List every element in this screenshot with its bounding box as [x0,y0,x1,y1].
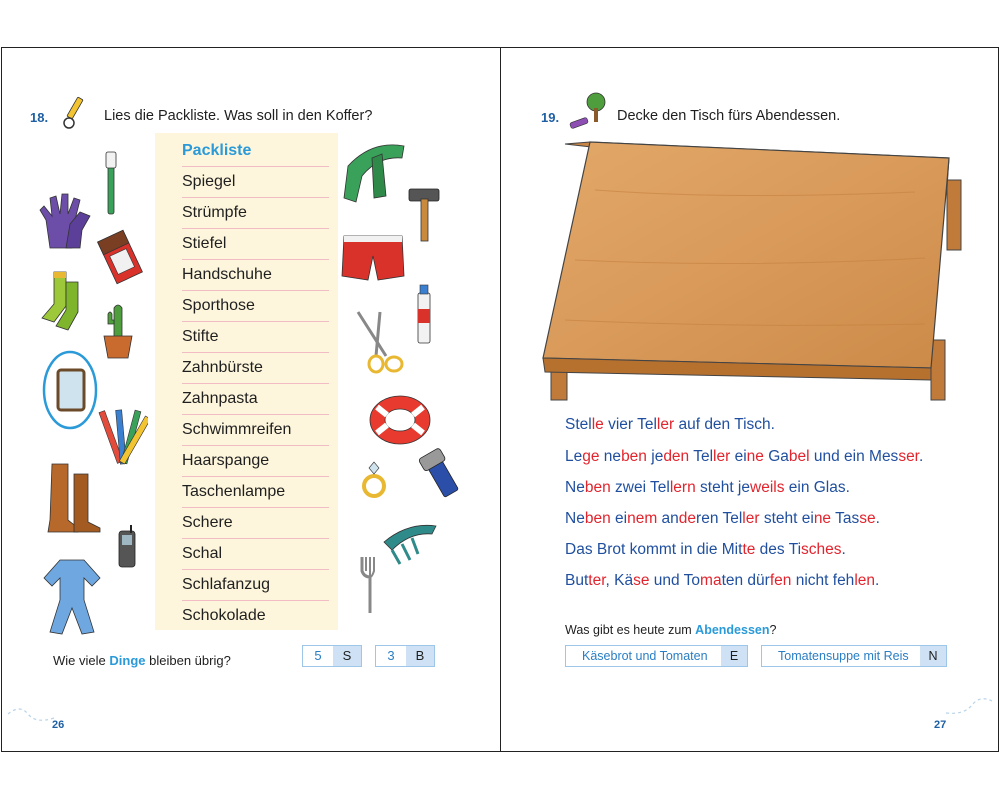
syllable: Ne [565,510,585,527]
syllable: ren [696,510,719,527]
pencil-icon [60,95,90,131]
syllable: Le [565,448,583,465]
syllable: le [591,416,604,433]
syllable: den [663,448,690,465]
question-suffix: bleiben übrig? [149,653,231,668]
option-text: Tomatensuppe mit Reis [762,646,920,666]
syllable: ma [700,572,722,589]
syllable: But [565,572,589,589]
answer-number: 5 [303,646,333,666]
page-number-right: 27 [934,719,947,731]
syllable: ben [621,448,647,465]
question-keyword: Abendessen [695,623,770,637]
syllable: ter [588,572,606,589]
syllable: nem [627,510,658,527]
packlist-item: Strümpfe [182,197,329,229]
answer-letter: B [406,646,434,666]
sentence-4 [565,510,880,528]
packlist-item: Haarspange [182,445,329,477]
pajamas-icon [38,556,108,638]
syllable: se [859,510,876,527]
option-letter: E [721,646,747,666]
syllable: ein Glas. [784,479,850,496]
option-letter: N [920,646,946,666]
syllable: ei [730,448,747,465]
scarf-icon [342,136,412,208]
packlist-item: Schlafanzug [182,569,329,601]
answer-option-kaesebrot[interactable] [565,645,748,667]
sentence-1 [565,416,775,434]
syllable: fen [769,572,792,589]
syllable: steht je [695,479,750,496]
syllable: ne [746,448,764,465]
syllable: Das Brot kommt in die Mit [565,541,743,558]
packlist-item: Stiefel [182,228,329,260]
phone-icon [116,525,138,569]
syllable: an [657,510,679,527]
packlist-item: Zahnbürste [182,352,329,384]
syllable: , Kä [605,572,634,589]
packlist-item: Schwimmreifen [182,414,329,446]
exercise-19-instruction: Decke den Tisch fürs Abendessen. [617,108,841,124]
syllable: Tas [831,510,860,527]
syllable: ne [599,448,622,465]
question-suffix: ? [769,623,777,637]
mirror-icon [40,346,102,432]
sentence-3 [565,479,850,497]
scissors-icon [350,308,408,374]
flashlight-icon [418,446,464,500]
packlist-item: Sporthose [182,290,329,322]
syllable: Ne [565,479,585,496]
syllable: Stel [565,416,592,433]
exercise-18-question [53,653,231,668]
syllable: des Ti [755,541,802,558]
pencil-tree-icon [566,90,610,134]
syllable: ne [813,510,832,527]
sentence-6 [565,572,879,590]
question-prefix: Was gibt es heute zum [565,623,692,637]
exercise-number-18: 18. [30,110,49,125]
packlist-item: Zahnpasta [182,383,329,415]
packlist-card [155,133,338,630]
syllable: ler [656,416,675,433]
syllable: ten dür [721,572,770,589]
hair-clip-icon [380,516,440,568]
syllable: zwei Tel [610,479,670,496]
syllable: ben [584,510,611,527]
option-text: Käsebrot und Tomaten [566,646,721,666]
gloves-icon [36,190,96,252]
page-number-left: 26 [52,719,65,731]
syllable: ge [582,448,600,465]
shorts-icon [338,232,408,284]
syllable: len [854,572,875,589]
dashed-swirl-decoration [6,700,56,724]
sentence-2 [565,448,923,466]
page-gutter [500,47,501,752]
fork-icon [358,555,384,615]
answer-option-3[interactable] [375,645,435,667]
syllable: Ga [763,448,789,465]
syllable: Tel [689,448,714,465]
syllable: ler [742,510,760,527]
packlist-item: Taschenlampe [182,476,329,508]
syllable: de [678,510,697,527]
syllable: bel [788,448,810,465]
syllable: auf den Tisch. [674,416,775,433]
syllable: und ein Mes [809,448,899,465]
syllable: . [875,510,880,527]
syllable: sches [801,541,842,558]
packlist-title: Packliste [182,135,329,167]
syllable: und To [649,572,701,589]
exercise-18-instruction: Lies die Packliste. Was soll in den Koffer? [104,108,373,124]
syllable: steht ei [759,510,814,527]
syllable: ben [584,479,611,496]
sentence-5 [565,541,846,559]
syllable: je [646,448,664,465]
toothbrush-icon [100,150,122,216]
hammer-icon [405,185,445,243]
syllable: weils [750,479,785,496]
question-prefix: Wie viele [53,653,106,668]
syllable: . [919,448,924,465]
syllable: ler [713,448,731,465]
cactus-icon [100,300,136,360]
answer-number: 3 [376,646,406,666]
syllable: lern [669,479,696,496]
exercise-19-question [565,623,776,637]
syllable: te [742,541,756,558]
chocolate-icon [97,228,143,286]
boots-icon [44,462,104,534]
question-keyword: Dinge [109,653,146,668]
wooden-table-icon [535,140,975,405]
dashed-swirl-decoration [944,695,994,719]
socks-icon [32,268,86,334]
toothpaste-icon [412,283,436,347]
packlist-item: Handschuhe [182,259,329,291]
syllable: ser [898,448,919,465]
packlist-item: Schokolade [182,607,266,624]
syllable: Tel [718,510,743,527]
syllable: vier Tel [603,416,657,433]
answer-option-tomatensuppe[interactable] [761,645,947,667]
answer-letter: S [333,646,361,666]
syllable: . [875,572,880,589]
packlist-item: Schere [182,507,329,539]
syllable: . [841,541,846,558]
syllable: ei [610,510,628,527]
exercise-number-19: 19. [541,110,560,125]
syllable: se [633,572,650,589]
packlist-item: Stifte [182,321,329,353]
packlist-item: Spiegel [182,166,329,198]
syllable: nicht feh [791,572,855,589]
packlist-item: Schal [182,538,329,570]
pencils-icon [98,406,148,472]
swim-ring-icon [367,393,433,447]
answer-option-5[interactable] [302,645,362,667]
ring-icon [360,460,388,500]
